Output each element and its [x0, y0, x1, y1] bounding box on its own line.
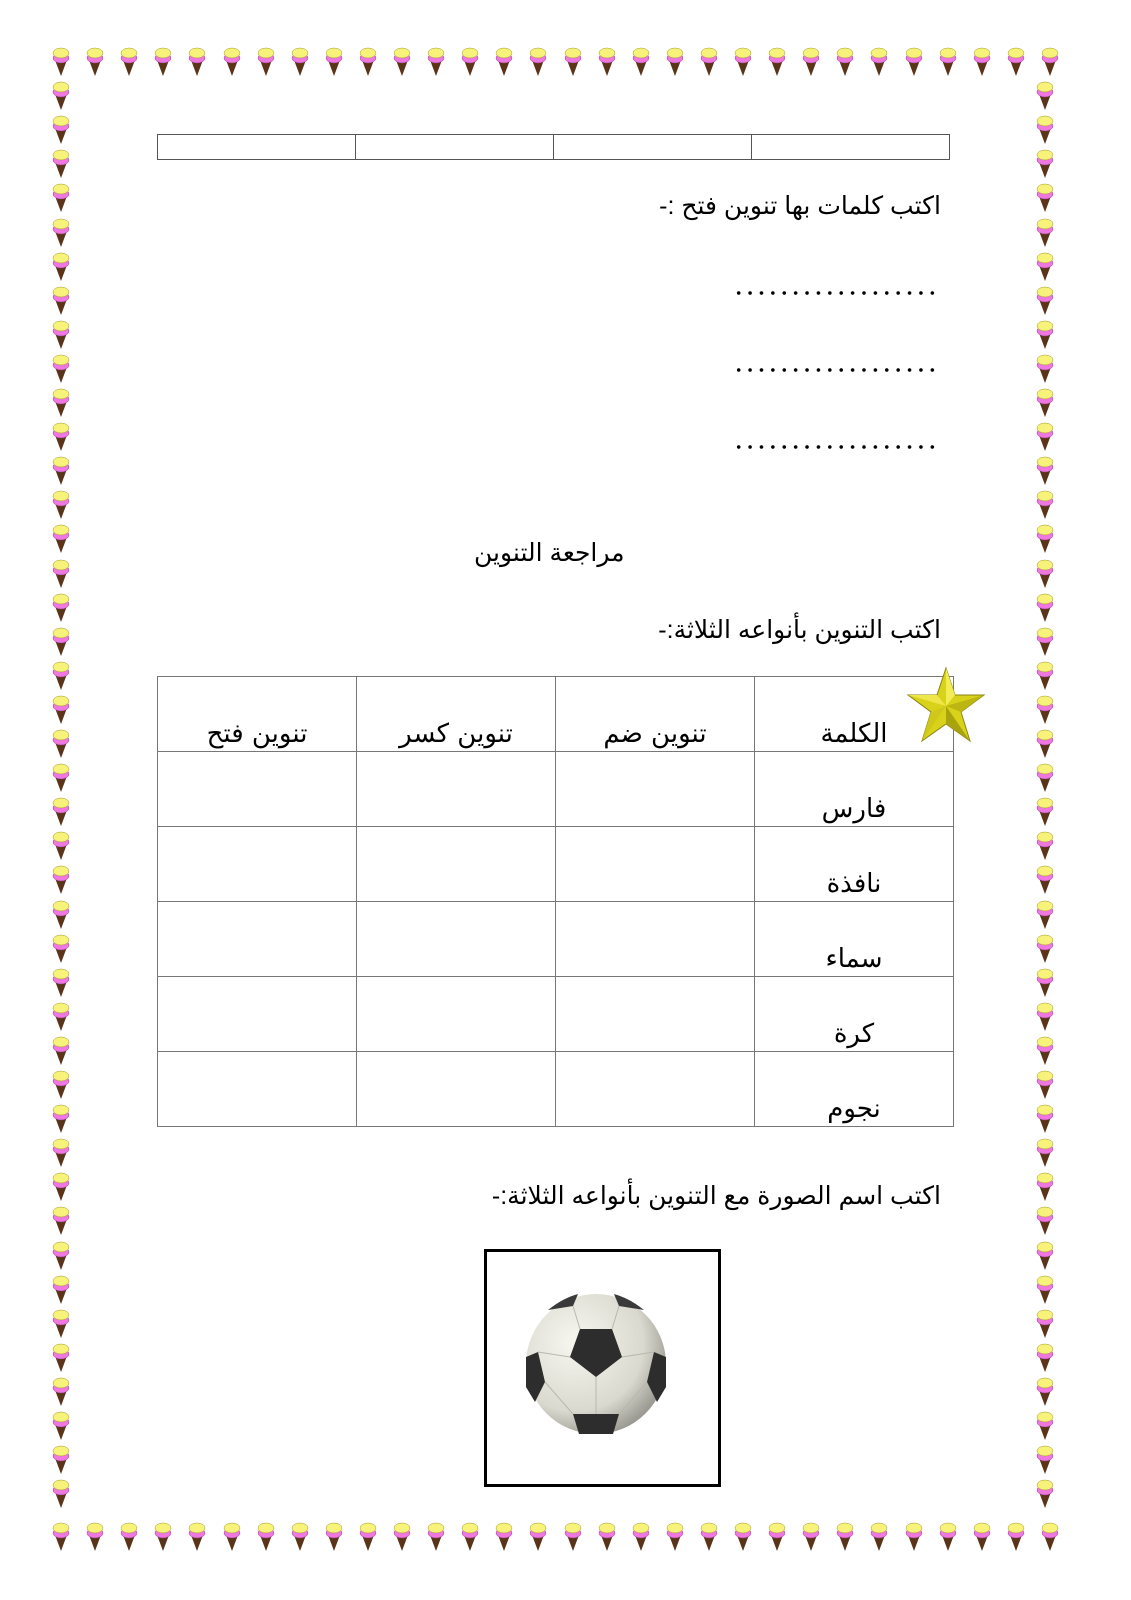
ice-cream-cone-icon: [1036, 864, 1054, 894]
ice-cream-cone-icon: [52, 1308, 70, 1338]
table-row: [158, 752, 954, 827]
ice-cream-cone-icon: [1036, 1103, 1054, 1133]
tanween-instruction: اكتب التنوين بأنواعه الثلاثة:-: [658, 616, 941, 644]
table-row: [158, 1052, 954, 1127]
ice-cream-cone-icon: [120, 1521, 138, 1551]
top-table-cell[interactable]: [355, 135, 553, 159]
damm-cell[interactable]: [556, 977, 755, 1052]
ice-cream-cone-icon: [1036, 1308, 1054, 1338]
ice-cream-cone-icon: [1036, 1478, 1054, 1508]
ice-cream-cone-icon: [1036, 285, 1054, 315]
ice-cream-cone-icon: [52, 182, 70, 212]
ice-cream-cone-icon: [939, 1521, 957, 1551]
header-kasr: تنوين كسر: [357, 677, 556, 752]
ice-cream-cone-icon: [52, 285, 70, 315]
ice-cream-cone-icon: [52, 217, 70, 247]
ice-cream-cone-icon: [1036, 626, 1054, 656]
header-word: الكلمة: [755, 677, 954, 752]
ice-cream-cone-icon: [870, 1521, 888, 1551]
ice-cream-cone-icon: [1036, 80, 1054, 110]
tanween-table: [157, 676, 954, 1127]
ice-cream-cone-icon: [1036, 933, 1054, 963]
table-row: [158, 827, 954, 902]
ice-cream-cone-icon: [1036, 1240, 1054, 1270]
ice-cream-cone-icon: [666, 46, 684, 76]
top-table-cell[interactable]: [158, 135, 355, 159]
fath-cell[interactable]: [158, 1052, 357, 1127]
ice-cream-cone-icon: [1036, 1001, 1054, 1031]
ice-cream-cone-icon: [52, 46, 70, 76]
kasr-cell[interactable]: [357, 827, 556, 902]
word-cell: نافذة: [755, 827, 954, 902]
fath-cell[interactable]: [158, 827, 357, 902]
word-cell: فارس: [755, 752, 954, 827]
word-cell: كرة: [755, 977, 954, 1052]
ice-cream-cone-icon: [1036, 762, 1054, 792]
ice-cream-cone-icon: [1007, 1521, 1025, 1551]
ice-cream-cone-icon: [52, 1137, 70, 1167]
ice-cream-cone-icon: [52, 558, 70, 588]
ice-cream-cone-icon: [223, 1521, 241, 1551]
ice-cream-cone-icon: [939, 46, 957, 76]
ice-cream-cone-icon: [495, 1521, 513, 1551]
header-fath: تنوين فتح: [158, 677, 357, 752]
word-cell: نجوم: [755, 1052, 954, 1127]
ice-cream-cone-icon: [1036, 558, 1054, 588]
table-row: [158, 977, 954, 1052]
ice-cream-cone-icon: [1036, 353, 1054, 383]
ice-cream-cone-icon: [1036, 455, 1054, 485]
ice-cream-cone-icon: [1036, 1274, 1054, 1304]
top-table-cell[interactable]: [751, 135, 949, 159]
ice-cream-cone-icon: [1036, 1410, 1054, 1440]
ice-cream-cone-icon: [1041, 1521, 1059, 1551]
ice-cream-cone-icon: [768, 46, 786, 76]
kasr-cell[interactable]: [357, 977, 556, 1052]
ice-cream-cone-icon: [52, 114, 70, 144]
top-header-table: [157, 134, 950, 160]
ice-cream-cone-icon: [52, 1521, 70, 1551]
ice-cream-cone-icon: [700, 46, 718, 76]
ice-cream-cone-icon: [52, 1376, 70, 1406]
ice-cream-cone-icon: [52, 1240, 70, 1270]
ice-cream-cone-icon: [1036, 967, 1054, 997]
damm-cell[interactable]: [556, 827, 755, 902]
picture-instruction: اكتب اسم الصورة مع التنوين بأنواعه الثلاثة:-: [491, 1182, 941, 1210]
fath-cell[interactable]: [158, 752, 357, 827]
ice-cream-cone-icon: [427, 46, 445, 76]
ice-cream-cone-icon: [461, 46, 479, 76]
ice-cream-cone-icon: [529, 1521, 547, 1551]
ice-cream-cone-icon: [52, 796, 70, 826]
damm-cell[interactable]: [556, 1052, 755, 1127]
ice-cream-cone-icon: [734, 1521, 752, 1551]
ice-cream-cone-icon: [154, 1521, 172, 1551]
ice-cream-cone-icon: [325, 46, 343, 76]
ice-cream-cone-icon: [52, 1444, 70, 1474]
ice-cream-cone-icon: [52, 933, 70, 963]
ice-cream-cone-icon: [52, 967, 70, 997]
ice-cream-cone-icon: [325, 1521, 343, 1551]
ice-cream-cone-icon: [291, 1521, 309, 1551]
ice-cream-cone-icon: [973, 46, 991, 76]
ice-cream-cone-icon: [52, 1274, 70, 1304]
ice-cream-cone-icon: [154, 46, 172, 76]
ice-cream-cone-icon: [1036, 1376, 1054, 1406]
ice-cream-cone-icon: [1036, 1342, 1054, 1372]
header-damm: تنوين ضم: [556, 677, 755, 752]
ice-cream-cone-icon: [52, 1069, 70, 1099]
ice-cream-cone-icon: [905, 1521, 923, 1551]
kasr-cell[interactable]: [357, 1052, 556, 1127]
ice-cream-cone-icon: [257, 1521, 275, 1551]
ice-cream-cone-icon: [52, 1035, 70, 1065]
ice-cream-cone-icon: [52, 1478, 70, 1508]
ice-cream-cone-icon: [1036, 251, 1054, 281]
ice-cream-cone-icon: [52, 421, 70, 451]
answer-line-2[interactable]: [733, 367, 938, 373]
damm-cell[interactable]: [556, 752, 755, 827]
ice-cream-cone-icon: [973, 1521, 991, 1551]
ice-cream-cone-icon: [1036, 523, 1054, 553]
table-row: [158, 902, 954, 977]
ice-cream-cone-icon: [52, 762, 70, 792]
ice-cream-cone-icon: [427, 1521, 445, 1551]
ice-cream-cone-icon: [1036, 1205, 1054, 1235]
ice-cream-cone-icon: [1036, 694, 1054, 724]
ice-cream-cone-icon: [1036, 319, 1054, 349]
ice-cream-cone-icon: [1036, 1444, 1054, 1474]
ice-cream-cone-icon: [52, 523, 70, 553]
soccer-ball-icon: [523, 1292, 669, 1436]
ice-cream-cone-icon: [52, 489, 70, 519]
kasr-cell[interactable]: [357, 902, 556, 977]
ice-cream-cone-icon: [802, 1521, 820, 1551]
ice-cream-cone-icon: [632, 46, 650, 76]
star-icon: [906, 666, 986, 744]
ice-cream-cone-icon: [1036, 1137, 1054, 1167]
ice-cream-cone-icon: [86, 1521, 104, 1551]
ice-cream-cone-icon: [52, 1342, 70, 1372]
ice-cream-cone-icon: [1036, 489, 1054, 519]
ice-cream-cone-icon: [52, 80, 70, 110]
ice-cream-cone-icon: [393, 46, 411, 76]
ice-cream-cone-icon: [598, 1521, 616, 1551]
ice-cream-cone-icon: [52, 1205, 70, 1235]
section-title: مراجعة التنوين: [474, 539, 625, 567]
ice-cream-cone-icon: [52, 455, 70, 485]
ice-cream-cone-icon: [802, 46, 820, 76]
ice-cream-cone-icon: [1036, 830, 1054, 860]
ice-cream-cone-icon: [461, 1521, 479, 1551]
ice-cream-cone-icon: [564, 46, 582, 76]
ice-cream-cone-icon: [257, 46, 275, 76]
ice-cream-cone-icon: [52, 592, 70, 622]
ice-cream-cone-icon: [734, 46, 752, 76]
ice-cream-cone-icon: [836, 46, 854, 76]
ice-cream-cone-icon: [52, 694, 70, 724]
ice-cream-cone-icon: [52, 1410, 70, 1440]
fath-cell[interactable]: [158, 902, 357, 977]
ice-cream-cone-icon: [1036, 1035, 1054, 1065]
ice-cream-cone-icon: [598, 46, 616, 76]
ice-cream-cone-icon: [1036, 592, 1054, 622]
ice-cream-cone-icon: [52, 1103, 70, 1133]
ice-cream-cone-icon: [632, 1521, 650, 1551]
ice-cream-cone-icon: [52, 728, 70, 758]
picture-frame: [484, 1249, 721, 1487]
ice-cream-cone-icon: [52, 319, 70, 349]
ice-cream-cone-icon: [223, 46, 241, 76]
ice-cream-cone-icon: [529, 46, 547, 76]
kasr-cell[interactable]: [357, 752, 556, 827]
top-table-cell[interactable]: [553, 135, 751, 159]
ice-cream-cone-icon: [1036, 148, 1054, 178]
ice-cream-cone-icon: [188, 1521, 206, 1551]
ice-cream-cone-icon: [1036, 1069, 1054, 1099]
ice-cream-cone-icon: [1036, 1171, 1054, 1201]
answer-line-3[interactable]: [733, 444, 938, 450]
ice-cream-cone-icon: [52, 1171, 70, 1201]
ice-cream-cone-icon: [1036, 660, 1054, 690]
ice-cream-cone-icon: [86, 46, 104, 76]
ice-cream-cone-icon: [120, 46, 138, 76]
ice-cream-cone-icon: [870, 46, 888, 76]
ice-cream-cone-icon: [52, 830, 70, 860]
ice-cream-cone-icon: [1036, 114, 1054, 144]
ice-cream-cone-icon: [52, 660, 70, 690]
ice-cream-cone-icon: [359, 46, 377, 76]
ice-cream-cone-icon: [666, 1521, 684, 1551]
ice-cream-cone-icon: [1036, 728, 1054, 758]
ice-cream-cone-icon: [564, 1521, 582, 1551]
table-header-row: [158, 677, 954, 752]
ice-cream-cone-icon: [836, 1521, 854, 1551]
ice-cream-cone-icon: [1041, 46, 1059, 76]
ice-cream-cone-icon: [291, 46, 309, 76]
ice-cream-cone-icon: [52, 251, 70, 281]
ice-cream-cone-icon: [52, 148, 70, 178]
damm-cell[interactable]: [556, 902, 755, 977]
ice-cream-cone-icon: [1036, 217, 1054, 247]
ice-cream-cone-icon: [1036, 899, 1054, 929]
ice-cream-cone-icon: [905, 46, 923, 76]
answer-line-1[interactable]: [733, 290, 938, 296]
ice-cream-cone-icon: [1036, 421, 1054, 451]
ice-cream-cone-icon: [52, 353, 70, 383]
ice-cream-cone-icon: [188, 46, 206, 76]
fath-words-instruction: اكتب كلمات بها تنوين فتح :-: [659, 192, 941, 220]
ice-cream-cone-icon: [700, 1521, 718, 1551]
ice-cream-cone-icon: [1036, 182, 1054, 212]
ice-cream-cone-icon: [1036, 387, 1054, 417]
ice-cream-cone-icon: [52, 387, 70, 417]
ice-cream-cone-icon: [495, 46, 513, 76]
ice-cream-cone-icon: [393, 1521, 411, 1551]
ice-cream-cone-icon: [1036, 796, 1054, 826]
fath-cell[interactable]: [158, 977, 357, 1052]
ice-cream-cone-icon: [768, 1521, 786, 1551]
ice-cream-cone-icon: [52, 899, 70, 929]
ice-cream-cone-icon: [359, 1521, 377, 1551]
ice-cream-cone-icon: [52, 626, 70, 656]
ice-cream-cone-icon: [1007, 46, 1025, 76]
ice-cream-cone-icon: [52, 1001, 70, 1031]
ice-cream-cone-icon: [52, 864, 70, 894]
word-cell: سماء: [755, 902, 954, 977]
